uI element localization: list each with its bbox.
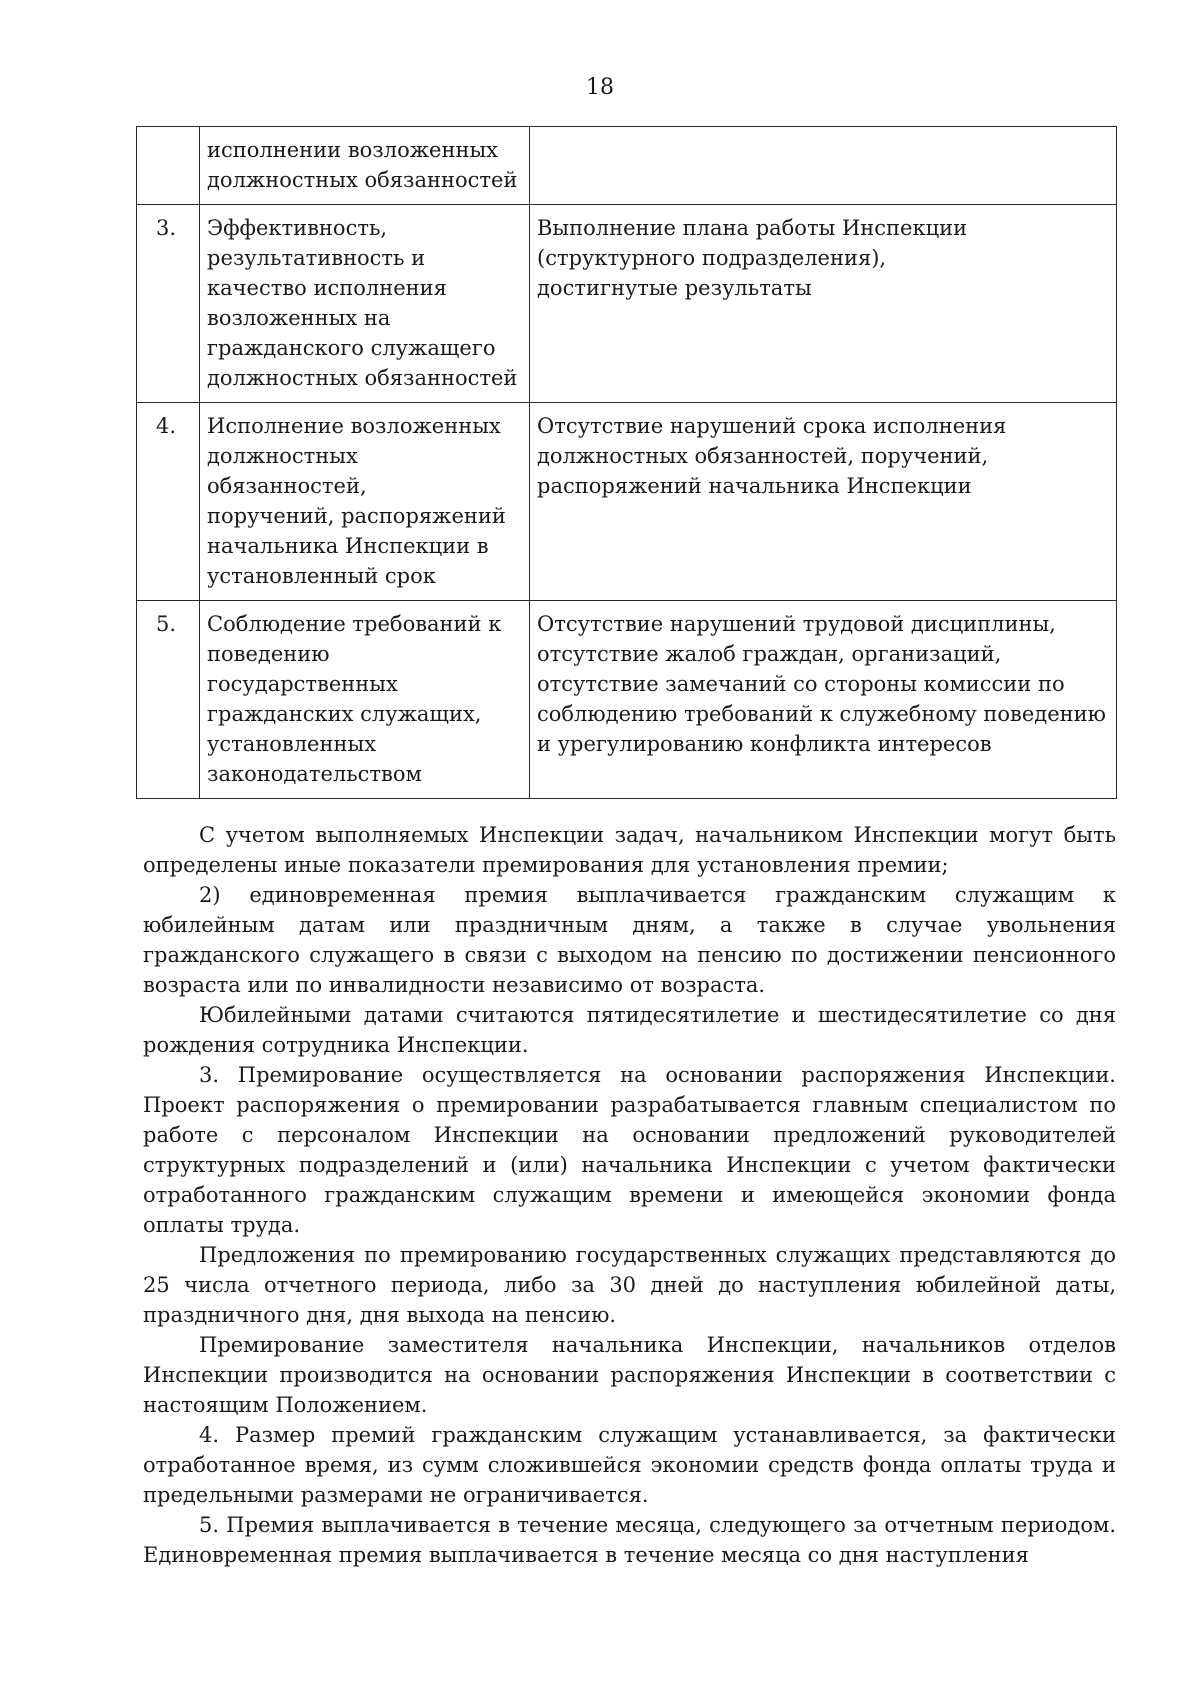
criterion-cell: Отсутствие нарушений трудовой дисциплины, отсутствие жалоб граждан, организаций, отсутствие замечаний со стороны комиссии по соблюдению требований к служебному поведению и урегулированию конфликта интересов — [530, 601, 1117, 799]
paragraph: 2) единовременная премия выплачивается гражданским служащим к юбилейным датам или праздничным дням, а также в случае увольнения гражданского служащего в связи с выходом на пенсию по достижении пенсионного возраста или по инвалидности независимо от возраста. — [143, 883, 1116, 997]
bonus-criteria-table — [136, 126, 1117, 799]
table-row — [137, 127, 1117, 205]
paragraph: Юбилейными датами считаются пятидесятилетие и шестидесятилетие со дня рождения сотрудника Инспекции. — [143, 1003, 1116, 1057]
table-row — [137, 403, 1117, 601]
row-number-cell: 3. — [137, 205, 200, 403]
page-number: 18 — [586, 75, 614, 100]
paragraph: 3. Премирование осуществляется на основании распоряжения Инспекции. Проект распоряжения о премировании разрабатывается главным специалистом по работе с персоналом Инспекции на основании предложений руководителей структурных подразделений и (или) начальника Инспекции с учетом фактически отработанного гражданским служащим времени и имеющейся экономии фонда оплаты труда. — [143, 1063, 1116, 1237]
row-number-cell: 5. — [137, 601, 200, 799]
body-text — [143, 820, 1116, 1570]
indicator-cell: Эффективность, результативность и качество исполнения возложенных на гражданского служащего должностных обязанностей — [200, 205, 530, 403]
row-number-cell — [137, 127, 200, 205]
criterion-cell — [530, 127, 1117, 205]
paragraph: 5. Премия выплачивается в течение месяца, следующего за отчетным периодом. Единовременная премия выплачивается в течение месяца со дня наступления — [143, 1513, 1116, 1567]
table-row — [137, 205, 1117, 403]
paragraph: Предложения по премированию государственных служащих представляются до 25 числа отчетного периода, либо за 30 дней до наступления юбилейной даты, праздничного дня, дня выхода на пенсию. — [143, 1243, 1116, 1327]
paragraph: 4. Размер премий гражданским служащим устанавливается, за фактически отработанное время, из сумм сложившейся экономии средств фонда оплаты труда и предельными размерами не ограничивается. — [143, 1423, 1116, 1507]
table-row — [137, 601, 1117, 799]
row-number-cell: 4. — [137, 403, 200, 601]
indicator-cell: Исполнение возложенных должностных обязанностей, поручений, распоряжений начальника Инспекции в установленный срок — [200, 403, 530, 601]
criterion-cell: Отсутствие нарушений срока исполнения должностных обязанностей, поручений, распоряжений начальника Инспекции — [530, 403, 1117, 601]
indicator-cell: исполнении возложенных должностных обязанностей — [200, 127, 530, 205]
indicator-cell: Соблюдение требований к поведению государственных гражданских служащих, установленных законодательством — [200, 601, 530, 799]
paragraph: С учетом выполняемых Инспекции задач, начальником Инспекции могут быть определены иные показатели премирования для установления премии; — [143, 823, 1116, 877]
paragraph: Премирование заместителя начальника Инспекции, начальников отделов Инспекции производится на основании распоряжения Инспекции в соответствии с настоящим Положением. — [143, 1333, 1116, 1417]
criterion-cell: Выполнение плана работы Инспекции (структурного подразделения), достигнутые результаты — [530, 205, 1117, 403]
